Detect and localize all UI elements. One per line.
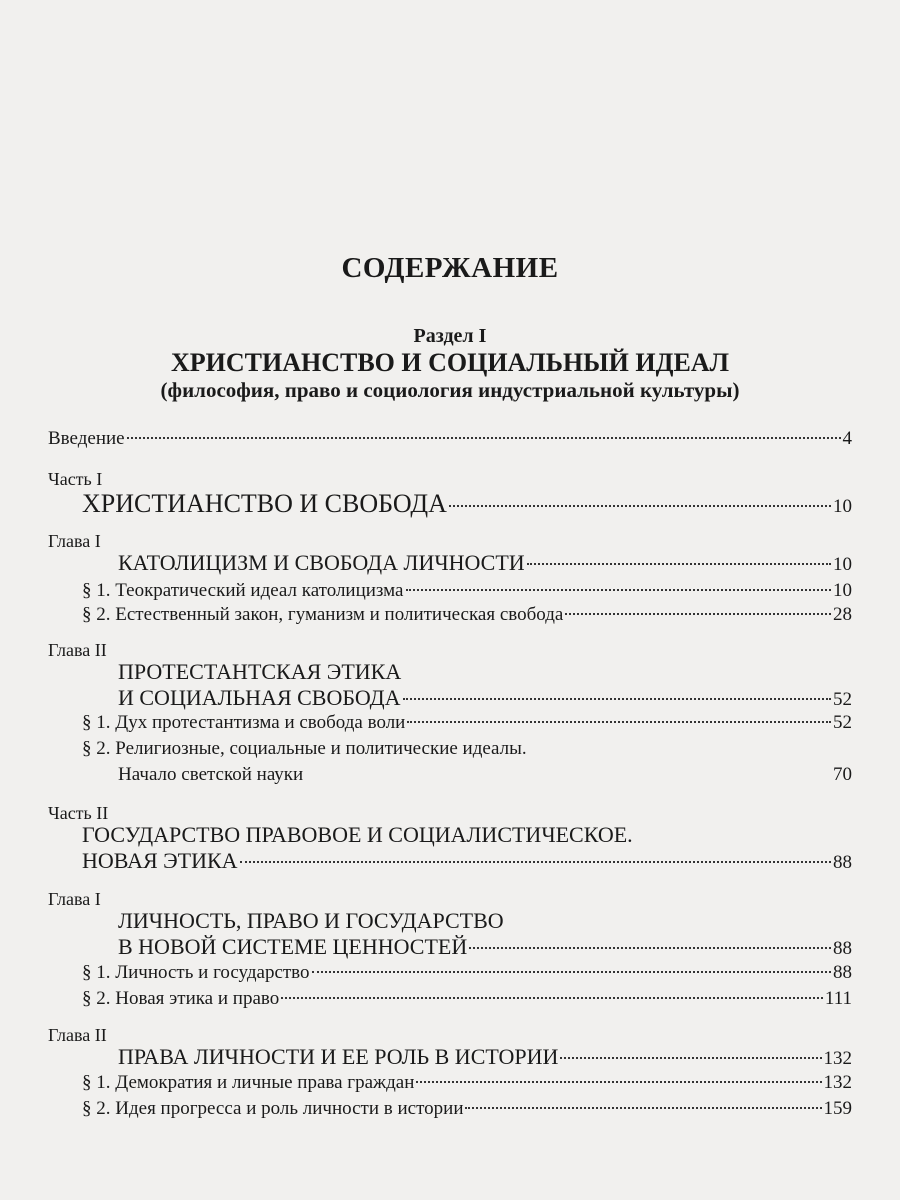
part-label: Часть II [48, 803, 109, 823]
toc-entry-text: § 2. Идея прогресса и роль личности в истории [82, 1098, 464, 1119]
chapter-label: Глава I [48, 531, 101, 551]
toc-entry-intro[interactable] [48, 428, 852, 450]
toc-entry-page: 10 [833, 554, 852, 575]
toc-entry-p2-ch1[interactable] [118, 934, 852, 960]
toc-entry-text: Начало светской науки [118, 764, 304, 785]
leader-space [305, 773, 831, 775]
leader-dots [407, 721, 831, 723]
toc-entry-part1[interactable] [82, 489, 852, 519]
toc-entry-page: 52 [833, 712, 852, 733]
leader-dots [560, 1057, 821, 1059]
toc-entry-text: В НОВОЙ СИСТЕМЕ ЦЕННОСТЕЙ [118, 934, 468, 959]
toc-entry-part2[interactable] [82, 848, 852, 874]
toc-entry-text: § 2. Новая этика и право [82, 988, 280, 1009]
leader-dots [240, 861, 831, 863]
toc-entry-text: ПРОТЕСТАНТСКАЯ ЭТИКА [118, 659, 402, 684]
toc-entry-page: 52 [833, 689, 852, 710]
part-label: Часть I [48, 469, 103, 489]
chapter-label: Глава II [48, 640, 107, 660]
toc-entry-text: ХРИСТИАНСТВО И СВОБОДА [82, 489, 447, 518]
leader-dots [449, 505, 831, 507]
toc-entry-p1-ch2-s1[interactable] [82, 712, 852, 734]
toc-entry-p2-ch1-s2[interactable] [82, 988, 852, 1010]
toc-entry-page: 28 [833, 604, 852, 625]
toc-entry-page: 111 [824, 988, 852, 1009]
toc-entry-text: § 2. Религиозные, социальные и политические идеалы. [82, 738, 527, 759]
toc-entry-text: ПРАВА ЛИЧНОСТИ И ЕЕ РОЛЬ В ИСТОРИИ [118, 1044, 559, 1069]
chapter-label: Глава I [48, 889, 101, 909]
toc-entry-p1-ch2[interactable] [118, 685, 852, 711]
toc-entry-p2-ch1-s1[interactable] [82, 962, 852, 984]
toc-entry-p1-ch1[interactable] [118, 550, 852, 576]
toc-entry-page: 88 [833, 962, 852, 983]
toc-entry-page: 132 [823, 1072, 852, 1093]
page-title: СОДЕРЖАНИЕ [341, 252, 559, 284]
toc-entry-text: § 1. Теократический идеал католицизма [82, 580, 404, 601]
toc-entry-p2-ch2-s1[interactable] [82, 1072, 852, 1094]
leader-dots [416, 1081, 821, 1083]
toc-entry-p1-ch2-s2[interactable] [118, 764, 852, 786]
toc-entry-p1-ch1-s2[interactable] [82, 604, 852, 626]
toc-entry-page: 70 [833, 764, 852, 785]
toc-entry-p2-ch2-s2[interactable] [82, 1098, 852, 1120]
toc-entry-text: ЛИЧНОСТЬ, ПРАВО И ГОСУДАРСТВО [118, 908, 504, 933]
toc-entry-text: КАТОЛИЦИЗМ И СВОБОДА ЛИЧНОСТИ [118, 550, 525, 575]
toc-entry-text: НОВАЯ ЭТИКА [82, 848, 238, 873]
chapter-label: Глава II [48, 1025, 107, 1045]
toc-entry-page: 4 [842, 428, 852, 449]
toc-entry-page: 159 [823, 1098, 852, 1119]
toc-entry-text: Введение [48, 428, 125, 449]
toc-entry-text: ГОСУДАРСТВО ПРАВОВОЕ И СОЦИАЛИСТИЧЕСКОЕ. [82, 822, 633, 847]
section-title: ХРИСТИАНСТВО И СОЦИАЛЬНЫЙ ИДЕАЛ [171, 348, 729, 377]
toc-entry-text: § 1. Демократия и личные права граждан [82, 1072, 415, 1093]
leader-dots [565, 613, 831, 615]
toc-entry-page: 88 [833, 852, 852, 873]
toc-entry-text: § 1. Дух протестантизма и свобода воли [82, 712, 406, 733]
leader-dots [403, 698, 831, 700]
toc-entry-page: 10 [833, 580, 852, 601]
toc-entry-page: 10 [833, 496, 852, 517]
toc-entry-text: § 2. Естественный закон, гуманизм и политическая свобода [82, 604, 564, 625]
section-subtitle: (философия, право и социология индустриальной культуры) [160, 378, 740, 402]
leader-dots [281, 997, 823, 999]
toc-entry-text: И СОЦИАЛЬНАЯ СВОБОДА [118, 685, 401, 710]
toc-entry-p2-ch2[interactable] [118, 1044, 852, 1070]
leader-dots [527, 563, 831, 565]
toc-entry-p1-ch1-s1[interactable] [82, 580, 852, 602]
leader-dots [127, 437, 841, 439]
leader-dots [469, 947, 831, 949]
toc-entry-page: 132 [823, 1048, 852, 1069]
toc-entry-page: 88 [833, 938, 852, 959]
leader-dots [465, 1107, 821, 1109]
leader-dots [312, 971, 831, 973]
toc-entry-text: § 1. Личность и государство [82, 962, 310, 983]
leader-dots [406, 589, 832, 591]
section-label: Раздел I [413, 325, 487, 347]
